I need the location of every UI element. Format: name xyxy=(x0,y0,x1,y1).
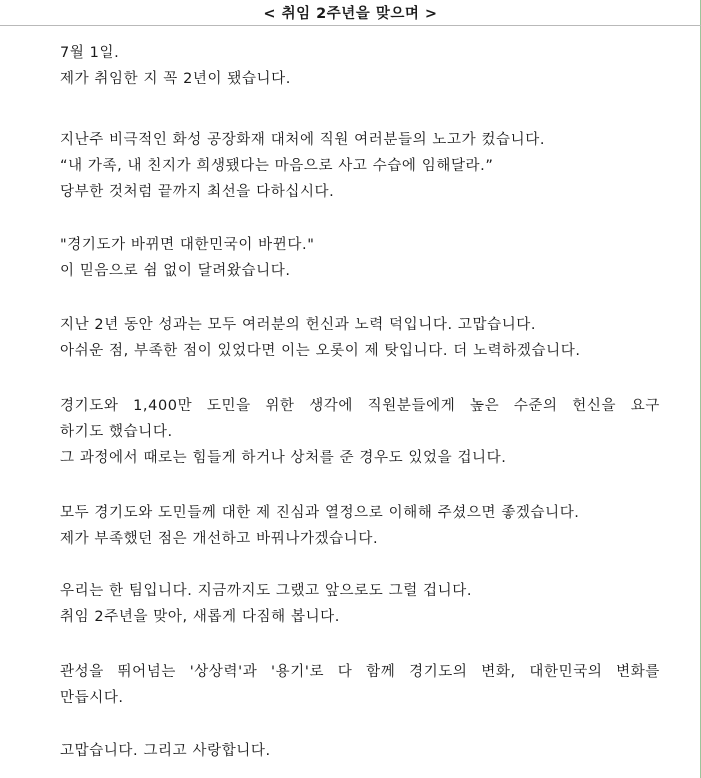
body-line: 관성을 뛰어넘는 '상상력'과 '용기'로 다 함께 경기도의 변화, 대한민국의 변화를 xyxy=(60,664,660,680)
body-line: 당부한 것처럼 끝까지 최선을 다하십시다. xyxy=(60,184,335,200)
body-line: 우리는 한 팀입니다. 지금까지도 그랬고 앞으로도 그럴 겁니다. xyxy=(60,583,473,599)
title-divider xyxy=(0,25,701,26)
body-line: 경기도와 1,400만 도민을 위한 생각에 직원분들에게 높은 수준의 헌신을 요구 xyxy=(60,398,660,414)
body-line: 지난 2년 동안 성과는 모두 여러분의 헌신과 노력 덕입니다. 고맙습니다. xyxy=(60,317,537,333)
body-line: “내 가족, 내 친지가 희생됐다는 마음으로 사고 수습에 임해달라.” xyxy=(60,158,494,174)
body-line: 만듭시다. xyxy=(60,690,124,706)
document-title: < 취임 2주년을 맞으며 > xyxy=(263,6,438,22)
body-line: 제가 취임한 지 꼭 2년이 됐습니다. xyxy=(60,71,291,87)
body-line: 이 믿음으로 쉼 없이 달려왔습니다. xyxy=(60,263,291,279)
body-line: 제가 부족했던 점은 개선하고 바꿔나가겠습니다. xyxy=(60,531,379,547)
body-line: 모두 경기도와 도민들께 대한 제 진심과 열정으로 이해해 주셨으면 좋겠습니다. xyxy=(60,505,580,521)
body-line: 7월 1일. xyxy=(60,45,120,61)
body-line: "경기도가 바뀌면 대한민국이 바뀐다." xyxy=(60,237,315,253)
body-line: 취임 2주년을 맞아, 새롭게 다짐해 봅니다. xyxy=(60,609,340,625)
body-line: 아쉬운 점, 부족한 점이 있었다면 이는 오롯이 제 탓입니다. 더 노력하겠습니다. xyxy=(60,343,581,359)
body-line: 하기도 했습니다. xyxy=(60,424,173,440)
body-line: 지난주 비극적인 화성 공장화재 대처에 직원 여러분들의 노고가 컸습니다. xyxy=(60,132,546,148)
body-line: 그 과정에서 때로는 힘들게 하거나 상처를 준 경우도 있었을 겁니다. xyxy=(60,450,507,466)
body-line: 고맙습니다. 그리고 사랑합니다. xyxy=(60,743,271,759)
